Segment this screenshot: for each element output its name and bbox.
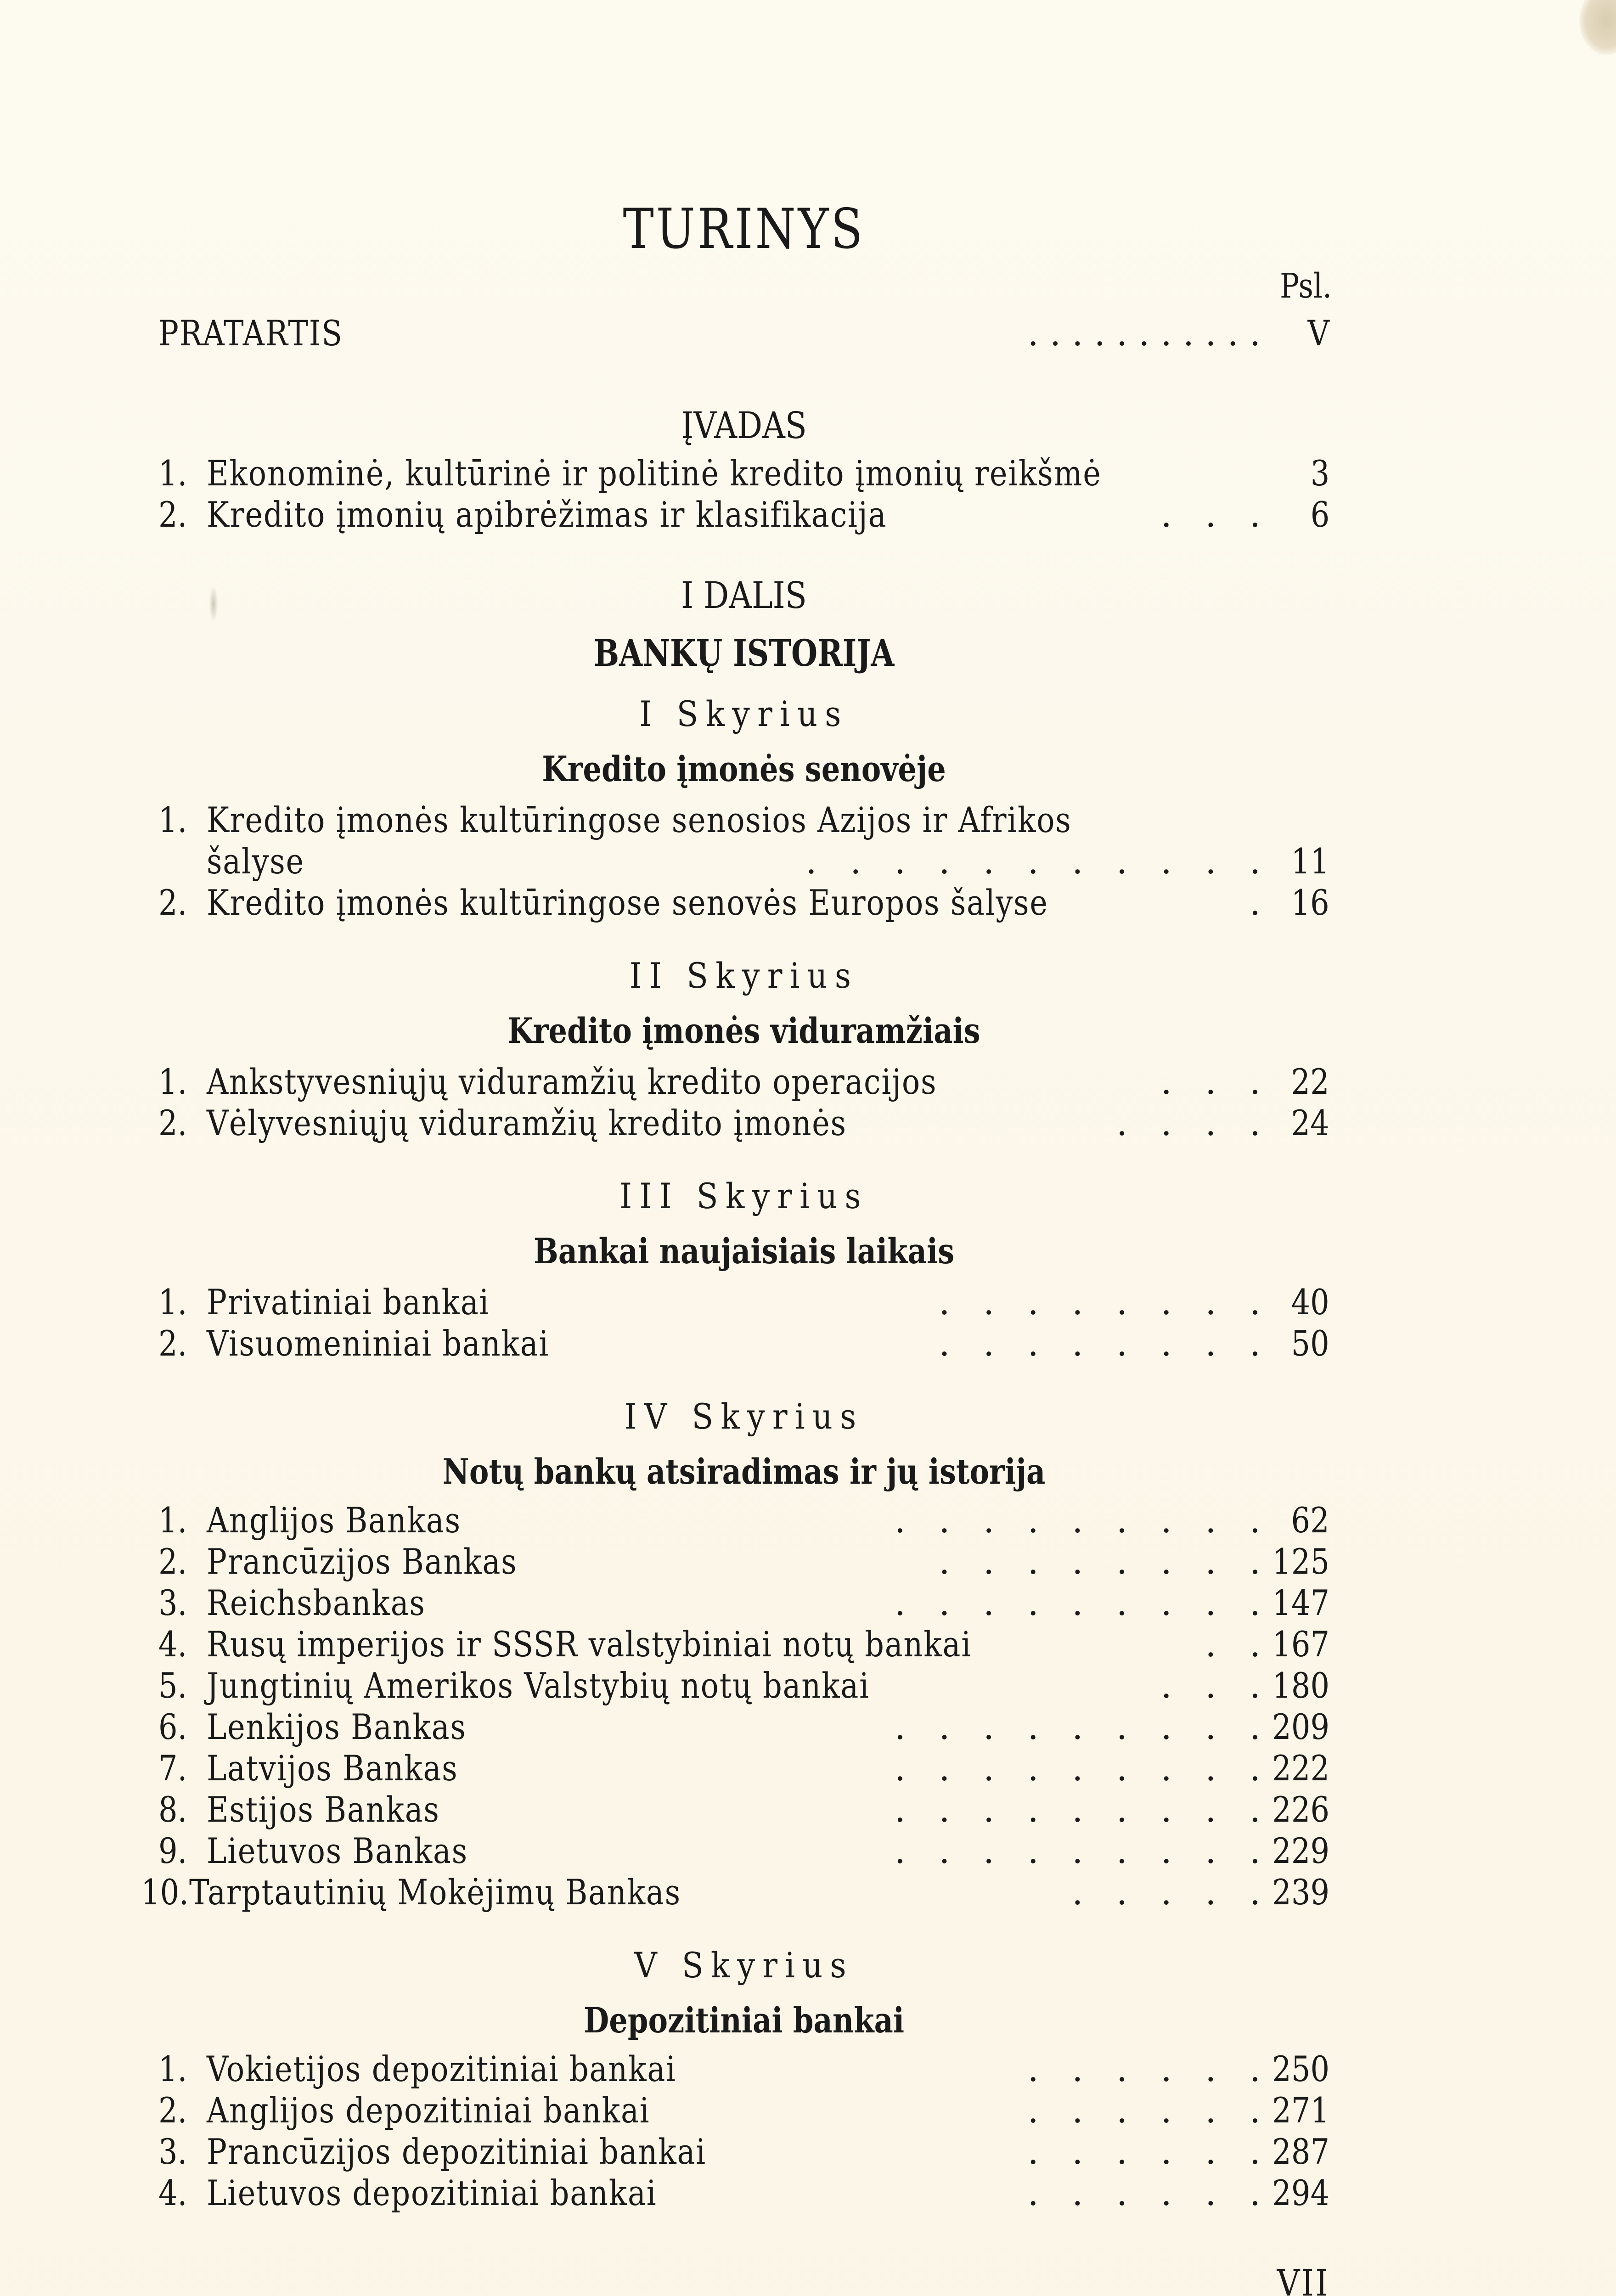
entry-label: Kredito įmonės kultūringose senovės Europos šalyse bbox=[207, 882, 1048, 923]
entry-page-number: 50 bbox=[1291, 1323, 1329, 1364]
entry-label: Prancūzijos depozitiniai bankai bbox=[207, 2131, 706, 2172]
chapter-title: Bankai naujaisiais laikais bbox=[533, 1231, 955, 1272]
entry-page-number: 40 bbox=[1291, 1282, 1329, 1322]
entry-number: 3. bbox=[158, 1582, 187, 1623]
dot-leader: . bbox=[1238, 882, 1261, 923]
page-column-header: Psl. bbox=[1279, 266, 1332, 306]
entry-number: 2. bbox=[158, 1103, 187, 1143]
entry-label: šalyse bbox=[207, 841, 304, 882]
chapter-label: IV Skyrius bbox=[624, 1396, 864, 1437]
toc-entry[interactable] bbox=[158, 2089, 1329, 2132]
chapter-title: Kredito įmonės senovėje bbox=[542, 748, 946, 789]
entry-page-number: 287 bbox=[1272, 2131, 1329, 2172]
entry-number: 4. bbox=[158, 2172, 187, 2213]
entry-number: 2. bbox=[158, 1541, 187, 1582]
entry-label: Tarptautinių Mokėjimų Bankas bbox=[189, 1872, 681, 1913]
dot-leader: . . . . . . . . bbox=[928, 1282, 1261, 1322]
entry-page-number: 294 bbox=[1272, 2172, 1329, 2213]
dot-leader: . . . . . . . . . bbox=[883, 1748, 1261, 1789]
entry-number: 1. bbox=[158, 2048, 187, 2089]
entry-number: 5. bbox=[158, 1665, 187, 1706]
entry-label: Privatiniai bankai bbox=[207, 1282, 490, 1322]
entry-page-number: 16 bbox=[1291, 882, 1329, 923]
entry-label: Lietuvos depozitiniai bankai bbox=[207, 2172, 657, 2213]
entry-page-number: 62 bbox=[1291, 1500, 1329, 1541]
entry-number: 2. bbox=[158, 1323, 187, 1364]
entry-label: Estijos Bankas bbox=[207, 1789, 440, 1830]
toc-entry[interactable] bbox=[158, 1747, 1329, 1790]
page-title: TURINYS bbox=[623, 197, 865, 261]
dot-leader: . . . . . . bbox=[1016, 2090, 1261, 2131]
dot-leader bbox=[1212, 799, 1261, 841]
chapter-label: II Skyrius bbox=[629, 955, 859, 996]
entry-label: Kredito įmonių apibrėžimas ir klasifikacija bbox=[207, 494, 887, 535]
entry-page-number: 167 bbox=[1272, 1624, 1329, 1665]
toc-entry[interactable] bbox=[158, 1582, 1329, 1624]
toc-entry[interactable] bbox=[158, 2172, 1329, 2214]
dot-leader: . . . bbox=[1149, 494, 1261, 535]
toc-entry[interactable] bbox=[158, 2131, 1329, 2173]
toc-entry[interactable] bbox=[158, 799, 1329, 841]
dot-leader: . . . . . . . . bbox=[928, 1541, 1261, 1582]
entry-number: 2. bbox=[158, 2090, 187, 2131]
dot-leader: . . . bbox=[1149, 1665, 1261, 1706]
toc-entry[interactable] bbox=[158, 1706, 1329, 1748]
toc-entry[interactable] bbox=[158, 840, 1329, 883]
entry-number: 10. bbox=[141, 1872, 189, 1913]
dot-leader: . . . . . . . . . . . bbox=[1027, 313, 1261, 354]
dot-leader: . . . . bbox=[1105, 1103, 1261, 1143]
entry-number: 6. bbox=[158, 1706, 187, 1747]
entry-number: 1. bbox=[158, 453, 187, 494]
entry-number: 4. bbox=[158, 1624, 187, 1665]
chapter-title: Notų bankų atsiradimas ir jų istorija bbox=[442, 1451, 1046, 1492]
entry-label: PRATARTIS bbox=[158, 313, 343, 354]
toc-entry[interactable] bbox=[158, 1061, 1329, 1103]
toc-entry[interactable] bbox=[158, 1830, 1329, 1872]
entry-page-number: 250 bbox=[1272, 2048, 1329, 2089]
toc-entry-preface[interactable] bbox=[158, 312, 1329, 355]
dot-leader: . . . . . . bbox=[1016, 2131, 1261, 2172]
toc-entry[interactable] bbox=[158, 452, 1329, 495]
entry-label: Rusų imperijos ir SSSR valstybiniai notų bankai bbox=[207, 1624, 972, 1665]
dot-leader: . . . . . . . . . . . bbox=[794, 841, 1261, 882]
chapter-label: III Skyrius bbox=[619, 1176, 868, 1216]
entry-label: Lenkijos Bankas bbox=[207, 1706, 467, 1747]
toc-entry[interactable] bbox=[158, 2048, 1329, 2090]
entry-page-number: 229 bbox=[1272, 1830, 1329, 1871]
entry-label: Visuomeniniai bankai bbox=[207, 1323, 550, 1364]
toc-entry[interactable] bbox=[158, 1789, 1329, 1831]
entry-page-number: 147 bbox=[1272, 1582, 1329, 1623]
toc-entry[interactable] bbox=[158, 494, 1329, 536]
intro-heading: ĮVADAS bbox=[681, 404, 807, 447]
dot-leader: . . . . . . . . . bbox=[883, 1706, 1261, 1747]
entry-number: 9. bbox=[158, 1830, 187, 1871]
entry-label: Jungtinių Amerikos Valstybių notų bankai bbox=[207, 1665, 870, 1706]
entry-label: Ankstyvesniųjų viduramžių kredito operacijos bbox=[207, 1061, 937, 1102]
toc-entry[interactable] bbox=[158, 882, 1329, 924]
part-label: I DALIS bbox=[681, 574, 807, 617]
dot-leader: . . . . . bbox=[1061, 1872, 1261, 1913]
entry-number: 7. bbox=[158, 1748, 187, 1789]
entry-page-number: 209 bbox=[1272, 1706, 1329, 1747]
entry-number: 2. bbox=[158, 494, 187, 535]
dot-leader: . . . . . . . . bbox=[928, 1323, 1261, 1364]
entry-number: 3. bbox=[158, 2131, 187, 2172]
dot-leader: . . . bbox=[1149, 1061, 1261, 1102]
entry-page-number: 226 bbox=[1272, 1789, 1329, 1830]
entry-number: 2. bbox=[158, 882, 187, 923]
entry-number: 1. bbox=[158, 1500, 187, 1541]
paper-smudge bbox=[209, 585, 218, 622]
entry-page-number: 24 bbox=[1291, 1103, 1329, 1143]
dot-leader: . . . . . . bbox=[1016, 2048, 1261, 2089]
entry-label: Prancūzijos Bankas bbox=[207, 1541, 518, 1582]
entry-label: Vokietijos depozitiniai bankai bbox=[207, 2048, 676, 2089]
entry-number: 1. bbox=[158, 799, 187, 840]
dot-leader: . . . . . . . . . bbox=[883, 1830, 1261, 1871]
entry-page-number: 239 bbox=[1272, 1872, 1329, 1913]
entry-page-number: 22 bbox=[1291, 1061, 1329, 1102]
chapter-label: I Skyrius bbox=[639, 693, 849, 734]
entry-label: Lietuvos Bankas bbox=[207, 1830, 468, 1871]
toc-entry[interactable] bbox=[158, 1541, 1329, 1583]
toc-entry[interactable] bbox=[158, 1623, 1329, 1666]
entry-number: 1. bbox=[158, 1282, 187, 1322]
entry-page-number: 180 bbox=[1272, 1665, 1329, 1706]
toc-entry[interactable] bbox=[158, 1281, 1329, 1323]
entry-page-number: 3 bbox=[1310, 453, 1329, 494]
entry-number: 8. bbox=[158, 1789, 187, 1830]
entry-page-number: 11 bbox=[1291, 841, 1329, 882]
footer-page-number: VII bbox=[1277, 2262, 1329, 2296]
toc-entry[interactable] bbox=[158, 1665, 1329, 1707]
dot-leader: . . . . . . . . . bbox=[883, 1500, 1261, 1541]
entry-label: Latvijos Bankas bbox=[207, 1748, 458, 1789]
entry-label: Anglijos depozitiniai bankai bbox=[207, 2090, 650, 2131]
entry-label: Anglijos Bankas bbox=[207, 1500, 461, 1541]
chapter-title: Depozitiniai bankai bbox=[583, 2000, 905, 2041]
entry-page-number: 271 bbox=[1272, 2090, 1329, 2131]
chapter-label: V Skyrius bbox=[634, 1945, 854, 1986]
dot-leader: . . . . . . . . . bbox=[883, 1789, 1261, 1830]
entry-page-number: 222 bbox=[1272, 1748, 1329, 1789]
toc-entry[interactable] bbox=[158, 1102, 1329, 1144]
dot-leader bbox=[1247, 452, 1261, 495]
dot-leader: . . . . . . bbox=[1016, 2172, 1261, 2213]
dot-leader: . . bbox=[1194, 1624, 1261, 1665]
toc-entry[interactable] bbox=[158, 1499, 1329, 1542]
entry-label: Vėlyvesniųjų viduramžių kredito įmonės bbox=[207, 1103, 847, 1143]
entry-label: Ekonominė, kultūrinė ir politinė kredito įmonių reikšmė bbox=[207, 453, 1102, 494]
chapter-title: Kredito įmonės viduramžiais bbox=[507, 1010, 980, 1051]
entry-label: Reichsbankas bbox=[207, 1582, 426, 1623]
entry-page-number: 125 bbox=[1272, 1541, 1329, 1582]
entry-page-number: V bbox=[1307, 313, 1329, 354]
entry-page-number: 6 bbox=[1310, 494, 1329, 535]
entry-number: 1. bbox=[158, 1061, 187, 1102]
part-title: BANKŲ ISTORIJA bbox=[593, 631, 895, 675]
entry-label: Kredito įmonės kultūringose senosios Azijos ir Afrikos bbox=[207, 799, 1072, 840]
toc-entry[interactable] bbox=[141, 1871, 1329, 1913]
toc-entry[interactable] bbox=[158, 1322, 1329, 1365]
dot-leader: . . . . . . . . . bbox=[883, 1582, 1261, 1623]
